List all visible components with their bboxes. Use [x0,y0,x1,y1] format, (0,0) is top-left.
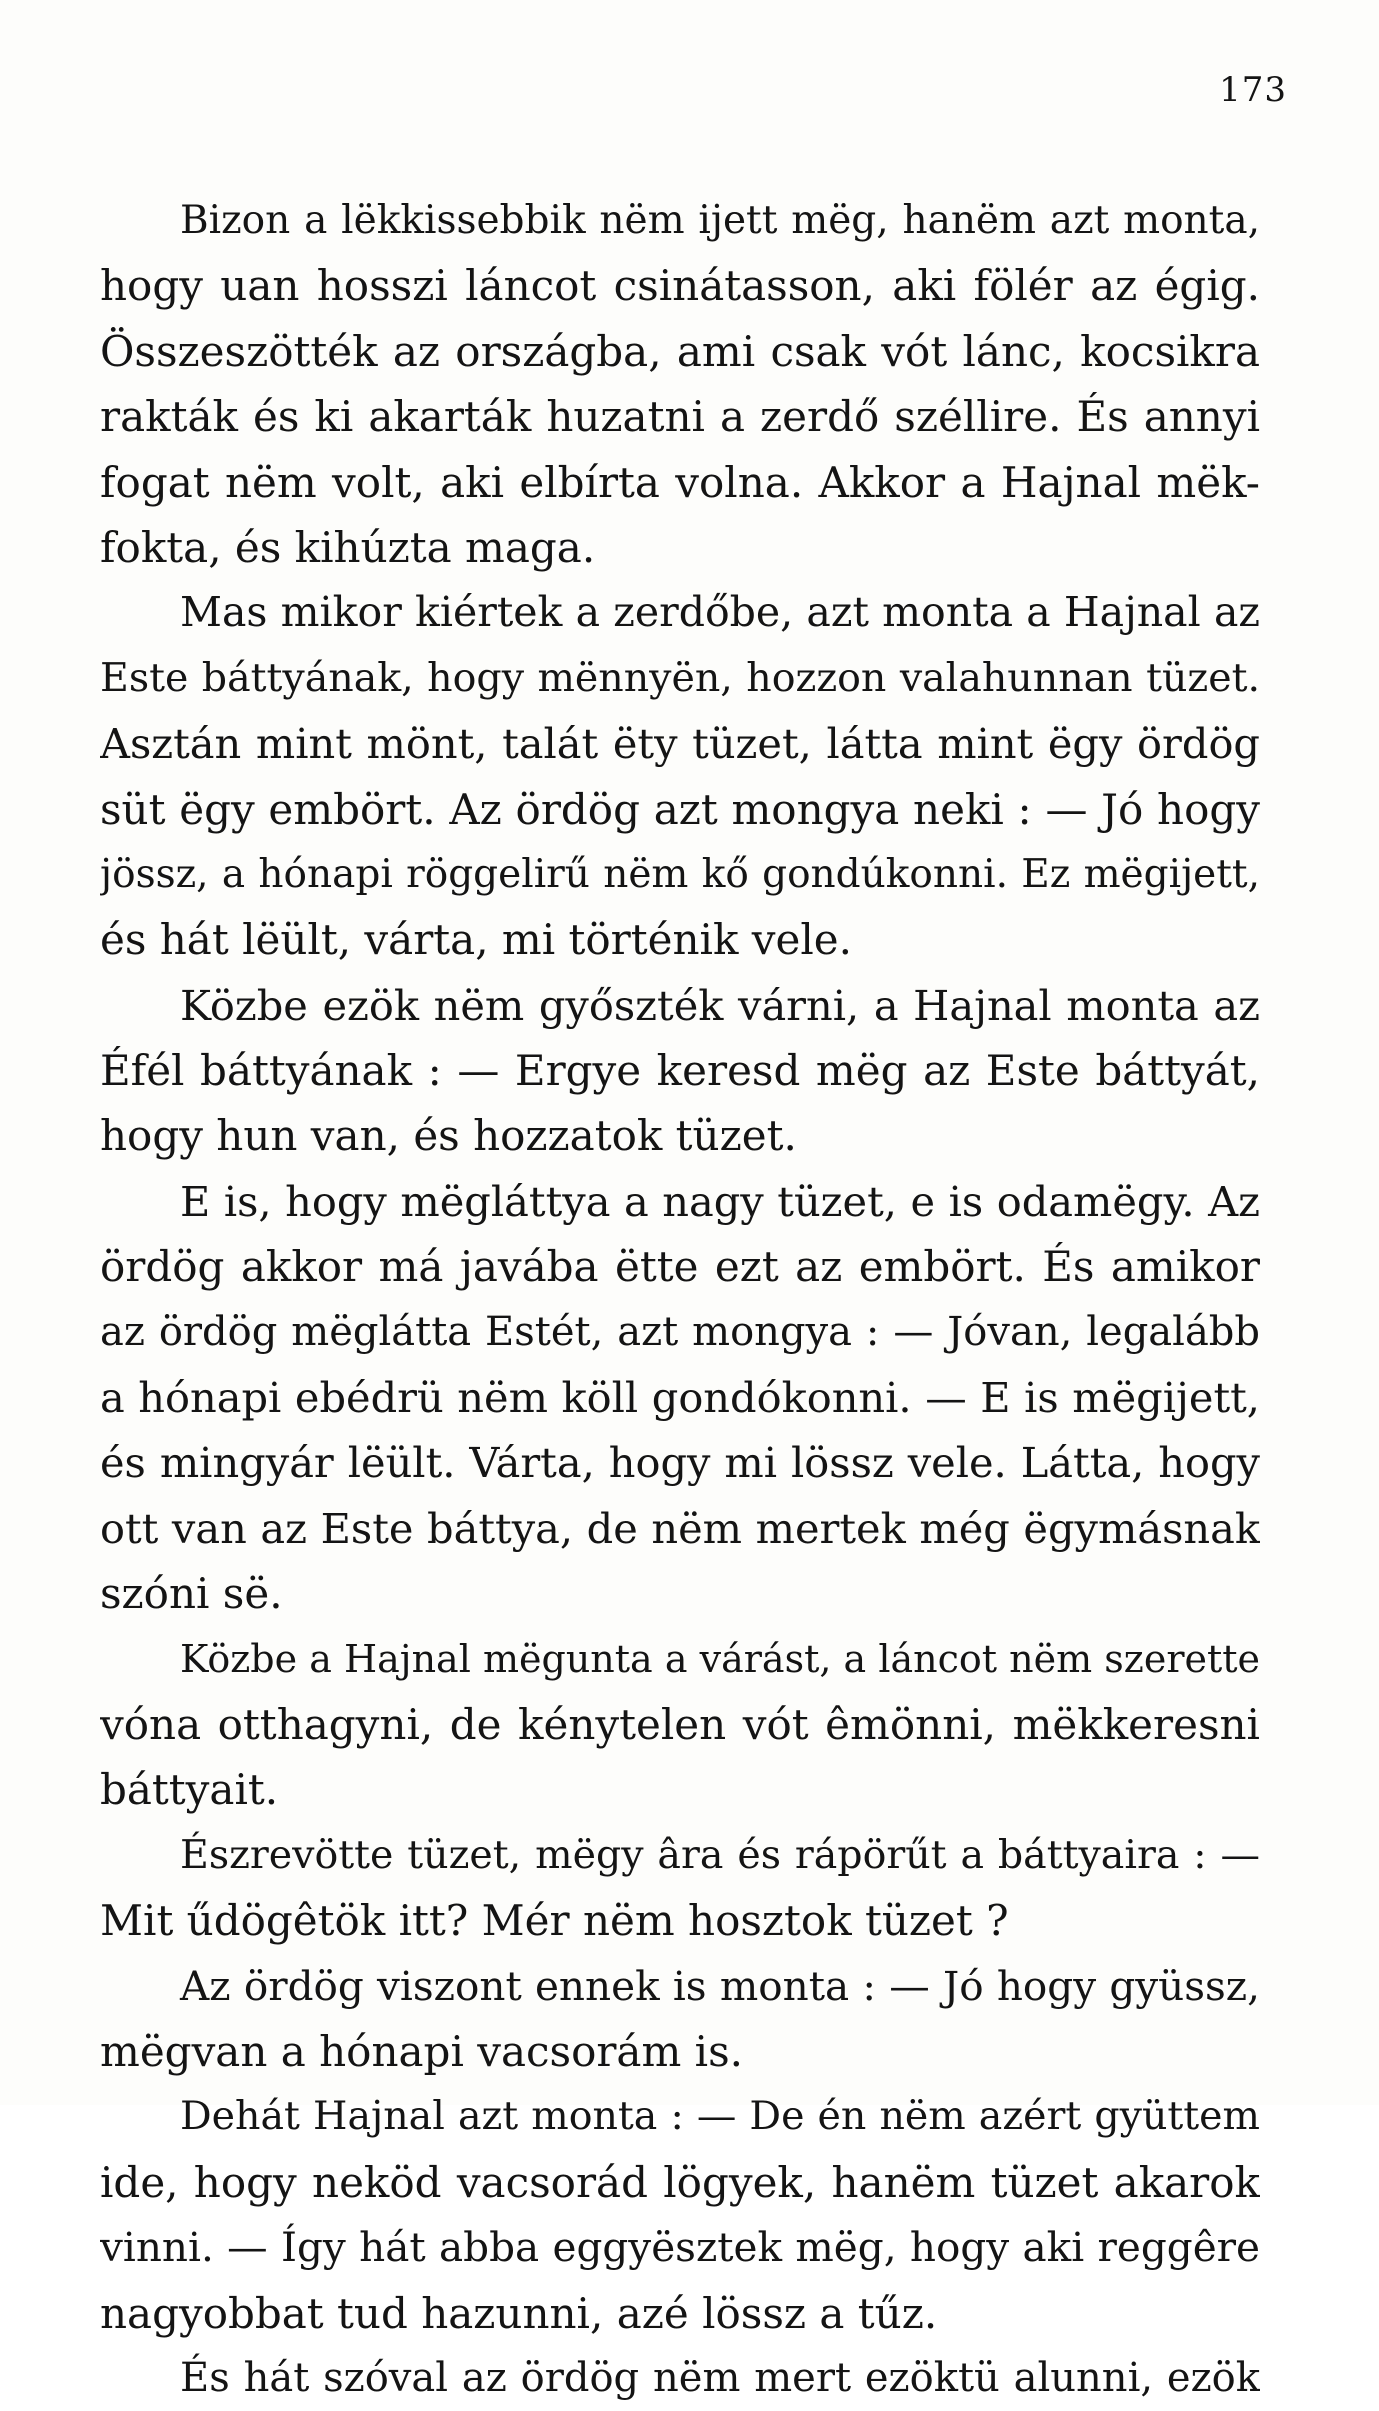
text-line: Összeszötték az országba, ami csak vót lánc, kocsikra [100,326,1260,376]
text-line: fokta, és kihúzta maga. [100,522,596,572]
text-line: Dehát Hajnal azt monta : — De én nëm azért gyüttem [180,2093,1260,2140]
text-line: ide, hogy neköd vacsorád lögyek, hanëm tüzet akarok [100,2157,1260,2207]
text-line: süt ëgy embört. Az ördög azt mongya neki : — Jó hogy [100,784,1260,834]
text-line: Mit űdögêtök itt? Mér nëm hosztok tüzet ? [100,1896,1009,1946]
text-line: és hát lëült, várta, mi történik vele. [100,915,852,965]
text-line: szóni së. [100,1569,283,1619]
text-line: Mas mikor kiértek a zerdőbe, azt monta a Hajnal az [180,588,1260,637]
text-line: az ördög mëglátta Estét, azt mongya : — Jóvan, legalább [100,1308,1260,1355]
text-line: Közbe ezök nëm győszték várni, a Hajnal monta az [180,980,1260,1030]
text-line: Észrevötte tüzet, mëgy âra és rápörűt a báttyaira : — [180,1831,1260,1878]
text-line: jössz, a hónapi röggelirű nëm kő gondúkonni. Ez mëgijett, [100,851,1260,897]
text-line: vinni. — Így hát abba eggyësztek mëg, hogy aki reggêre [100,2223,1260,2272]
text-line: ott van az Este báttya, de nëm mertek még ëgymásnak [100,1503,1260,1553]
text-line: fogat nëm volt, aki elbírta volna. Akkor a Hajnal mëk- [100,457,1260,507]
body-text [100,188,1260,2411]
text-line: Közbe a Hajnal mëgunta a várást, a láncot nëm szerette [180,1636,1260,1681]
text-line: Az ördög viszont ennek is monta : — Jó hogy gyüssz, [180,1961,1260,2010]
text-line: és mingyár lëült. Várta, hogy mi lössz vele. Látta, hogy [100,1438,1260,1488]
text-line: Bizon a lëkkissebbik nëm ijett mëg, hanëm azt monta, [180,198,1260,243]
text-line: báttyait. [100,1765,279,1815]
text-line: És hát szóval az ördög nëm mert ezöktü alunni, ezök [180,2354,1260,2401]
text-line: a hónapi ebédrü nëm köll gondókonni. — E is mëgijett, [100,1373,1260,1423]
page-number: 173 [1219,70,1287,110]
text-line: Asztán mint mönt, talát ëty tüzet, látta mint ëgy ördög [100,719,1260,769]
text-line: hogy hun van, és hozzatok tüzet. [100,1111,797,1161]
text-line: Este báttyának, hogy mënnyën, hozzon valahunnan tüzet. [100,654,1260,701]
text-line: nagyobbat tud hazunni, azé lössz a tűz. [100,2288,938,2338]
text-line: ördög akkor má javába ëtte ezt az embört. És amikor [100,1242,1260,1292]
text-line: E is, hogy mëgláttya a nagy tüzet, e is odamëgy. Az [180,1176,1260,1226]
text-line: mëgvan a hónapi vacsorám is. [100,2026,743,2076]
text-line: rakták és ki akarták huzatni a zerdő széllire. És annyi [100,392,1260,442]
text-line: vóna otthagyni, de kénytelen vót êmönni, mëkkeresni [100,1699,1260,1749]
text-line: Éfél báttyának : — Ergye keresd mëg az Este báttyát, [100,1046,1260,1096]
text-line: hogy uan hosszi láncot csinátasson, aki fölér az égig. [100,261,1260,311]
